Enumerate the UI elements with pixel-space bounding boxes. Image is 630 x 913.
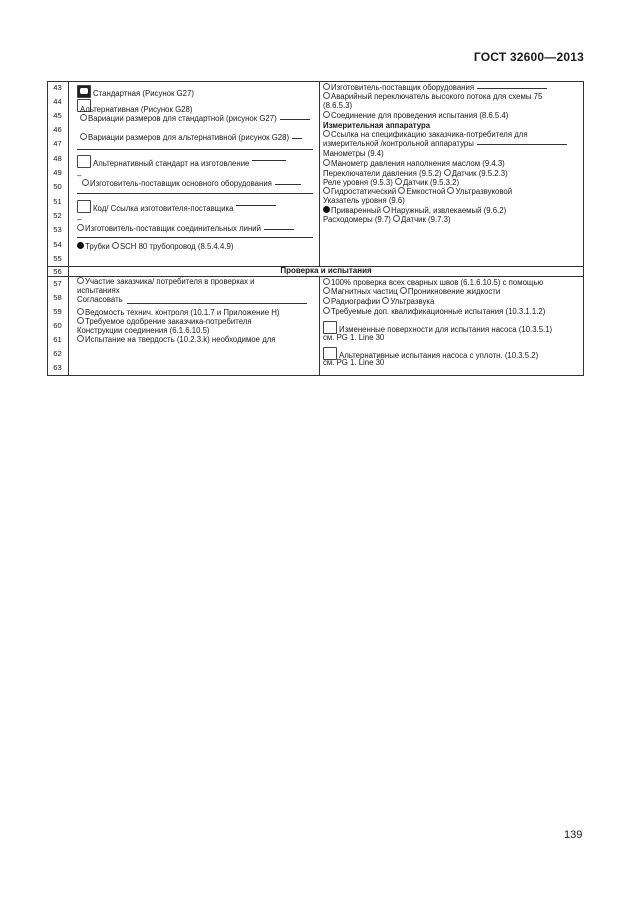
field-label: (8.6.5.3) bbox=[323, 101, 353, 110]
checkbox-icon[interactable] bbox=[77, 155, 91, 168]
row-number: 55 bbox=[53, 254, 62, 263]
field-label: Изготовитель-поставщик основного оборудования bbox=[90, 179, 272, 188]
field-label: Реле уровня (9.5.3) bbox=[323, 178, 393, 187]
row-number: 57 bbox=[53, 279, 62, 288]
row-number: 60 bbox=[53, 321, 62, 330]
checkbox-icon[interactable] bbox=[77, 85, 91, 98]
row-number: 43 bbox=[53, 83, 62, 92]
field-label: Манометры (9.4) bbox=[323, 149, 384, 158]
input-line[interactable] bbox=[252, 155, 286, 161]
radio-icon[interactable] bbox=[323, 130, 330, 137]
field-label: Соединение для проведения испытания (8.6.5.4) bbox=[331, 111, 509, 120]
radio-icon[interactable] bbox=[323, 287, 330, 294]
field-label: Стандартная (Рисунок G27) bbox=[93, 89, 194, 98]
row-number: 56 bbox=[53, 267, 62, 276]
row-number: 44 bbox=[53, 97, 62, 106]
row-number: 58 bbox=[53, 293, 62, 302]
radio-icon[interactable] bbox=[447, 187, 454, 194]
radio-icon[interactable] bbox=[77, 335, 84, 342]
field-label: Согласовать bbox=[77, 295, 123, 304]
field-label: Проникновение жидкости bbox=[407, 287, 501, 296]
section-title: Проверка и испытания bbox=[280, 266, 372, 275]
row-number: 47 bbox=[53, 139, 62, 148]
radio-icon[interactable] bbox=[444, 169, 451, 176]
field-label: см. PG 1. Line 30 bbox=[323, 358, 385, 367]
radio-icon[interactable] bbox=[400, 287, 407, 294]
field-label: Ультразвуковой bbox=[455, 187, 513, 196]
radio-icon[interactable] bbox=[395, 178, 402, 185]
field-label: Вариации размеров для стандартной (рисунок G27) bbox=[88, 114, 277, 123]
row-number: 59 bbox=[53, 307, 62, 316]
field-label: Код/ Ссылка изготовителя-поставщика bbox=[93, 204, 234, 213]
field-label: Альтернативные испытания насоса с уплотн. (10.3.5.2) bbox=[339, 351, 539, 360]
field-label: см. PG 1. Line 30 bbox=[323, 333, 385, 342]
field-label: Конструкции соединения (6.1.6.10.5) bbox=[77, 326, 210, 335]
field-label: Радиографии bbox=[331, 297, 381, 306]
radio-selected-icon[interactable] bbox=[323, 206, 330, 213]
radio-icon[interactable] bbox=[323, 307, 330, 314]
field-label: Датчик (9.7.3) bbox=[401, 215, 451, 224]
field-label: Ведомость технич. контроля (10.1.7 и Приложение Н) bbox=[85, 308, 280, 317]
row-number: 61 bbox=[53, 335, 62, 344]
standard-code: ГОСТ 32600—2013 bbox=[473, 50, 584, 64]
row-number: 48 bbox=[53, 154, 62, 163]
checkbox-icon[interactable] bbox=[77, 200, 91, 213]
radio-icon[interactable] bbox=[383, 206, 390, 213]
radio-icon[interactable] bbox=[323, 83, 330, 90]
radio-icon[interactable] bbox=[323, 297, 330, 304]
field-label: Приваренный bbox=[331, 206, 381, 215]
page-number: 139 bbox=[564, 829, 583, 841]
field-label: Требуемое одобрение заказчика-потребителя bbox=[85, 317, 252, 326]
field-label: Ультразвука bbox=[390, 297, 435, 306]
field-label: Датчик (9.5.3.2) bbox=[403, 178, 460, 187]
input-line[interactable] bbox=[275, 179, 301, 185]
field-label: Ссылка на спецификацию заказчика-потребителя для bbox=[331, 130, 528, 139]
radio-icon[interactable] bbox=[80, 133, 87, 140]
radio-icon[interactable] bbox=[323, 159, 330, 166]
field-label: Емкостной bbox=[406, 187, 446, 196]
field-label: Изготовитель-поставщик оборудования bbox=[331, 83, 475, 92]
input-line[interactable] bbox=[236, 200, 276, 206]
radio-icon[interactable] bbox=[323, 278, 330, 285]
row-number: 51 bbox=[53, 197, 62, 206]
field-label: испытаниях bbox=[77, 286, 120, 295]
input-line[interactable] bbox=[477, 139, 567, 145]
datasheet-table: 43 44 45 46 47 48 49 50 51 52 53 54 55 56 57 58 59 60 61 62 63 Стандартная (Рисунок G27) Альтернативная (Рисунок G28) Вариации размеров для стандартной (рисунок G27) Вариации размеров для альтернативной (рисунок G28) Альтернативный стандарт на изготовление – Изготовитель-поставщик основного оборудования Код/ Ссылка изготовителя-поставщика – Изготовитель-поставщик соединительных линий Трубки SCH 80 трубопровод (8.5.4.4.9) Проверка и испытания Участие заказчика/ потребителя в проверках и испытаниях Согласовать Ведомость технич. контроля (10.1.7 и Приложение Н) Требуемое одобрение заказчика-потребителя Конструкции соединения (6.1.6.10.5) Испытание на твердость (10.2.3.k) необходимое для Изготовитель-поставщик оборудования Аварийный переключатель высокого потока для схемы 75 (8.6.5.3) Соединение для проведения испытания (8.6.5.4) Измерительная аппаратура Ссылка на спецификацию заказчика-потребителя для измерительной /контрольной аппаратуры Манометры (9.4) Манометр давления наполнения маслом (9.4.3) Переключатели давления (9.5.2) Датчик (9.5.2.3) Реле уровня (9.5.3) Датчик (9.5.3.2) Гидростатический Емкостной Ультразвуковой Указатель уровня (9.6) Приваренный Наружный, извлекаемый (9.6.2) Расходомеры (9.7) Датчик (9.7.3) 100% проверка всех сварных швов (6.1.6.10.5) с помощью Магнитных частиц Проникновение жидкости Радиографии Ультразвука Требуемые доп. квалификационные испытания (10.3.1.1.2) Измененные поверхности для испытания насоса (10.3.5.1) см. PG 1. Line 30 Альтернативные испытания насоса с уплотн. (10.3.5.2) см. PG 1. Line 30 bbox=[47, 81, 584, 376]
input-line[interactable] bbox=[280, 114, 310, 120]
row-number: 49 bbox=[53, 168, 62, 177]
field-label: Участие заказчика/ потребителя в проверках и bbox=[85, 277, 255, 286]
field-label: Указатель уровня (9.6) bbox=[323, 196, 405, 205]
radio-icon[interactable] bbox=[82, 179, 89, 186]
field-label: Манометр давления наполнения маслом (9.4.3) bbox=[331, 159, 505, 168]
radio-icon[interactable] bbox=[77, 277, 84, 284]
field-label: Измененные поверхности для испытания насоса (10.3.5.1) bbox=[339, 325, 553, 334]
radio-icon[interactable] bbox=[398, 187, 405, 194]
field-label: Магнитных частиц bbox=[331, 287, 398, 296]
field-label: Изготовитель-поставщик соединительных линий bbox=[85, 224, 261, 233]
radio-icon[interactable] bbox=[382, 297, 389, 304]
radio-icon[interactable] bbox=[80, 114, 87, 121]
field-label: Наружный, извлекаемый (9.6.2) bbox=[391, 206, 507, 215]
input-line[interactable] bbox=[292, 133, 302, 139]
input-line[interactable] bbox=[477, 83, 547, 89]
field-label: SCH 80 трубопровод (8.5.4.4.9) bbox=[119, 242, 234, 251]
row-number: 52 bbox=[53, 211, 62, 220]
field-label: Гидростатический bbox=[331, 187, 397, 196]
radio-icon[interactable] bbox=[77, 224, 84, 231]
subsection-title: Измерительная аппаратура bbox=[323, 121, 431, 130]
field-label: Трубки bbox=[85, 242, 110, 251]
row-number: 62 bbox=[53, 349, 62, 358]
field-label: 100% проверка всех сварных швов (6.1.6.10.5) с помощью bbox=[331, 278, 544, 287]
row-number: 50 bbox=[53, 182, 62, 191]
field-label: Альтернативный стандарт на изготовление bbox=[93, 159, 250, 168]
radio-icon[interactable] bbox=[112, 242, 119, 249]
field-label: измерительной /контрольной аппаратуры bbox=[323, 139, 474, 148]
row-number: 54 bbox=[53, 240, 62, 249]
radio-icon[interactable] bbox=[323, 111, 330, 118]
field-label: Аварийный переключатель высокого потока для схемы 75 bbox=[331, 92, 543, 101]
field-label: Датчик (9.5.2.3) bbox=[451, 169, 508, 178]
field-label: Переключатели давления (9.5.2) bbox=[323, 169, 442, 178]
row-number: 63 bbox=[53, 363, 62, 372]
radio-icon[interactable] bbox=[77, 308, 84, 315]
radio-selected-icon[interactable] bbox=[77, 242, 84, 249]
field-label: Испытание на твердость (10.2.3.k) необходимое для bbox=[85, 335, 276, 344]
field-label: Требуемые доп. квалификационные испытания (10.3.1.1.2) bbox=[331, 307, 546, 316]
row-number: 46 bbox=[53, 125, 62, 134]
radio-icon[interactable] bbox=[77, 317, 84, 324]
field-label: Вариации размеров для альтернативной (рисунок G28) bbox=[88, 133, 290, 142]
radio-icon[interactable] bbox=[323, 92, 330, 99]
input-line[interactable] bbox=[264, 224, 294, 230]
radio-icon[interactable] bbox=[323, 187, 330, 194]
field-label: Альтернативная (Рисунок G28) bbox=[80, 105, 193, 114]
radio-icon[interactable] bbox=[393, 215, 400, 222]
field-label: Расходомеры (9.7) bbox=[323, 215, 391, 224]
row-number: 53 bbox=[53, 225, 62, 234]
row-number: 45 bbox=[53, 111, 62, 120]
